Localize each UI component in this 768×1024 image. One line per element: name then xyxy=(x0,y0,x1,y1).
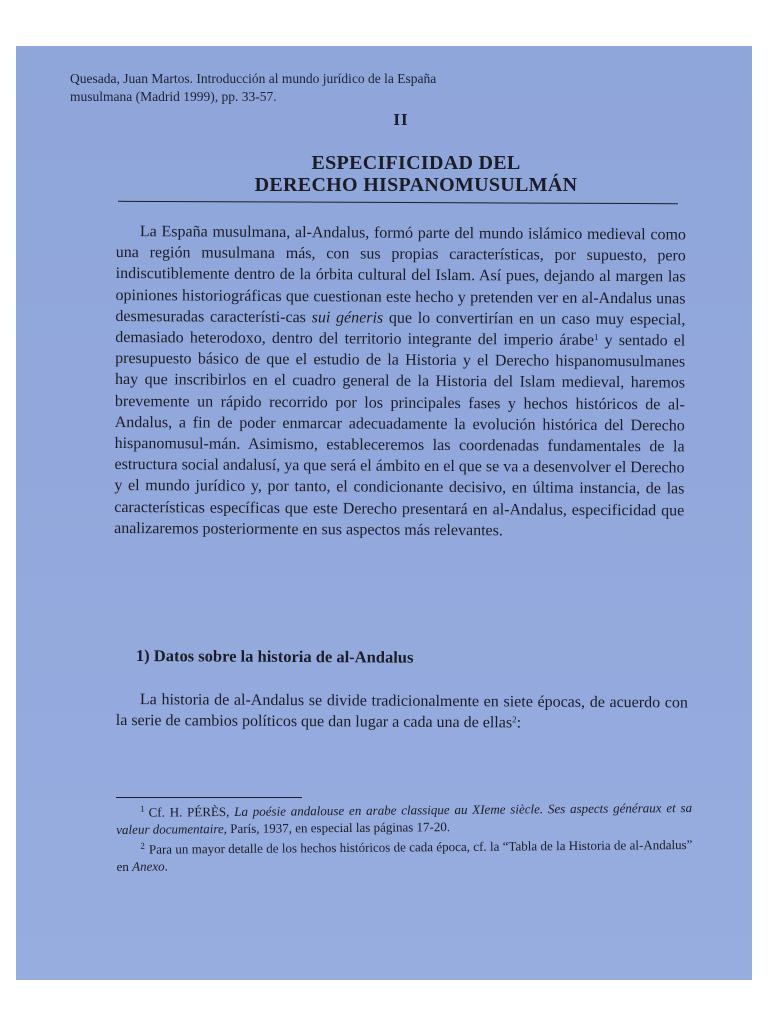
footnote-2-italic: Anexo xyxy=(132,858,165,874)
footnotes xyxy=(116,796,693,875)
intro-paragraph xyxy=(114,221,686,543)
chapter-title xyxy=(216,152,616,196)
intro-text-part-3: y sentado el presupuesto básico de que el estudio de la Historia y el Derecho hispanomusulmanes hay que inscribirlos en el cuadro general de la Historia del Islam medieval, haremos brevemente un rápido recorrido por los principales fases y hechos históricos de al-Andalus, a fin de poder enmarcar adecuadamente la evolución histórica del Derecho hispanomusul-mán. Asimismo, estableceremos las coordenadas fundamentales de la estructura social andalusí, ya que será el ámbito en el que se va a desenvolver el Derecho y el mundo jurídico y, por tanto, el condicionante decisivo, en última instancia, de las características específicas que este Derecho presentará en al-Andalus, especificidad que analizaremos posteriormente en sus aspectos más relevantes. xyxy=(114,331,686,540)
footnote-1-title: La poésie andalouse en arabe classique au XIeme siècle. Ses aspects généraux et sa valeur documentaire xyxy=(116,799,693,837)
footnote-2-prefix: Para un mayor detalle de los hechos históricos de cada época, cf. la “Tabla de la Historia de al-Andalus” en xyxy=(116,836,693,874)
intro-text-part-2: que lo convertirían en un caso muy especial, demasiado heterodoxo, dentro del territorio integrante del imperio árabe xyxy=(115,309,686,349)
section-paragraph-end: : xyxy=(516,714,522,732)
footnote-2 xyxy=(116,833,692,875)
source-citation xyxy=(70,70,630,106)
footnote-2-mark: 2 xyxy=(140,840,145,851)
footnote-1-mark: 1 xyxy=(140,803,145,814)
chapter-number: II xyxy=(393,110,409,129)
title-underline xyxy=(118,201,678,204)
citation-line-1: Quesada, Juan Martos. Introducción al mundo jurídico de la España xyxy=(70,71,437,86)
scanned-page xyxy=(16,46,752,980)
section-paragraph xyxy=(116,689,688,735)
chapter-title-line-1: ESPECIFICIDAD DEL xyxy=(311,152,521,174)
footnote-separator xyxy=(116,797,302,798)
footnote-ref-2[interactable]: 2 xyxy=(512,714,517,725)
footnote-ref-1[interactable]: 1 xyxy=(593,331,599,342)
chapter-title-line-2: DERECHO HISPANOMUSULMÁN xyxy=(254,174,578,196)
section-paragraph-text: La historia de al-Andalus se divide tradicionalmente en siete épocas, de acuerdo con la serie de cambios políticos que dan lugar a cada una de ellas xyxy=(115,691,688,732)
footnote-2-suffix: . xyxy=(164,858,168,874)
citation-line-2: musulmana (Madrid 1999), pp. 33-57. xyxy=(70,89,277,104)
footnote-1-prefix: Cf. H. PÉRÈS, xyxy=(148,803,235,820)
footnote-1 xyxy=(116,796,692,838)
intro-italic-term: sui géneris xyxy=(311,309,384,327)
section-heading: 1) Datos sobre la historia de al-Andalus xyxy=(135,646,414,667)
intro-text-part-1: La España musulmana, al-Andalus, formó parte del mundo islámico medieval como una región musulmana más, con sus propias características, por supuesto, pero indiscutiblemente dentro de la órbita cultural del Islam. Así pues, dejando al margen las opiniones historiográficas que cuestionan este hecho y pretenden ver en al-Andalus unas desmesuradas característi-cas xyxy=(115,223,686,327)
footnote-1-suffix: , París, 1937, en especial las páginas 17-20. xyxy=(223,819,451,837)
